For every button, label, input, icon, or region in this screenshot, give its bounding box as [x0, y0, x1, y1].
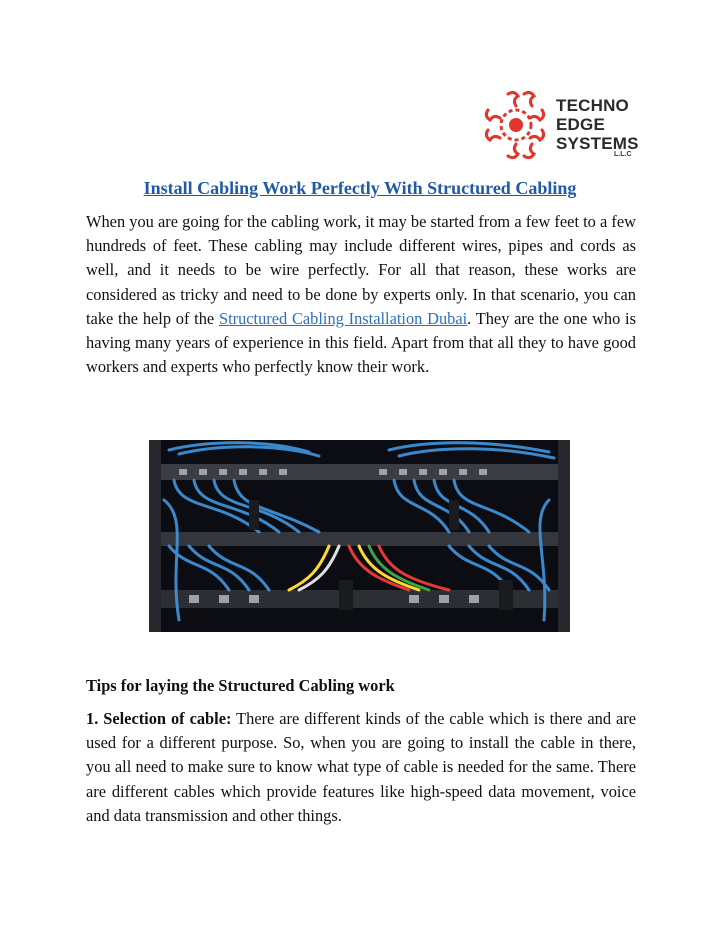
intro-paragraph: [86, 210, 636, 379]
intro-text-end: . They are the one who is having many years of experience in this field. Apart from that all they to have good workers and experts who perfectly know their work.: [86, 308, 636, 377]
tip-1-text: There are different kinds of the cable which is there and are used for a different purpose. So, when you are going to install the cable in there, you all need to make sure to know what type of cable is needed for the same. There are different cables which provide features like high-speed data movement, voice and data transmission and other things.: [86, 709, 636, 825]
cabling-photo: [149, 440, 570, 632]
intro-text-start: When you are going for the cabling work, it may be started from a few feet to a few hundreds of feet. These cabling may include different wires, pipes and cords as well, and it needs to be wire perfectly. For all that reason, these works are considered as tricky and need to be done by experts only. In that scenario, you can take the help of the: [86, 212, 636, 328]
logo-emblem-icon: [480, 88, 552, 164]
logo-line-1: TECHNO: [556, 96, 629, 115]
tip-1-paragraph: [86, 707, 636, 828]
tip-1-label: 1. Selection of cable:: [86, 709, 232, 728]
logo-line-2: EDGE: [556, 115, 605, 134]
logo-llc: L.L.C: [614, 151, 632, 158]
company-logo: [480, 88, 660, 164]
tips-heading: Tips for laying the Structured Cabling work: [86, 676, 395, 695]
title-link[interactable]: Install Cabling Work Perfectly With Structured Cabling: [143, 178, 577, 198]
logo-line-3: SYSTEMS: [556, 134, 639, 153]
structured-cabling-link[interactable]: Structured Cabling Installation Dubai: [218, 308, 468, 328]
page-title: [0, 178, 720, 199]
logo-wordmark: [556, 96, 639, 153]
